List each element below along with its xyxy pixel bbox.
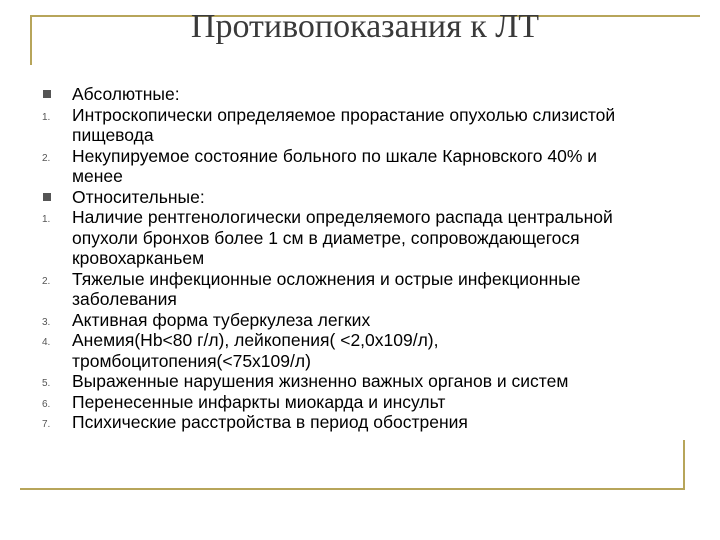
square-bullet-icon xyxy=(40,187,60,207)
list-item-number: 1. xyxy=(42,111,51,123)
list-item-number: 5. xyxy=(42,378,51,389)
list-item xyxy=(40,371,640,392)
list-item-text: Некупируемое состояние больного по шкале Карновского 40% и менее xyxy=(72,145,598,186)
list-item-number: 1. xyxy=(42,214,51,225)
bottom-rule xyxy=(20,488,685,490)
list-item-text: Активная форма туберкулеза легких xyxy=(72,309,371,330)
list-item xyxy=(40,84,640,105)
list-item-number: 4. xyxy=(42,337,51,348)
contraindications-list xyxy=(40,84,640,433)
list-item xyxy=(40,310,640,331)
list-item-text: Анемия(Hb<80 г/л), лейкопения( <2,0х109/л), тромбоцитопения(<75х109/л) xyxy=(72,330,439,371)
list-item xyxy=(40,330,640,371)
list-item xyxy=(40,412,640,433)
list-item-text: Психические расстройства в период обострения xyxy=(72,412,468,432)
list-item-number: 6. xyxy=(42,398,51,410)
list-item xyxy=(40,269,640,310)
list-item xyxy=(40,187,640,208)
list-item-text: Абсолютные: xyxy=(72,84,180,104)
list-item xyxy=(40,207,640,269)
list-item-text: Относительные: xyxy=(72,186,205,207)
list-item-number: 3. xyxy=(42,316,51,328)
list-item-number: 2. xyxy=(42,275,51,287)
slide-title: Противопоказания к ЛТ xyxy=(190,8,540,45)
right-rule xyxy=(683,440,685,490)
list-item-text: Перенесенные инфаркты миокарда и инсульт xyxy=(72,391,446,412)
square-bullet-icon xyxy=(40,84,60,104)
list-item-text: Наличие рентгенологически определяемого распада центральной опухоли бронхов более 1 см в диаметре, сопровождающегося кровохарканьем xyxy=(72,207,613,268)
list-item xyxy=(40,105,640,146)
list-item-number: 2. xyxy=(42,152,51,164)
list-item xyxy=(40,392,640,413)
list-item xyxy=(40,146,640,187)
list-item-text: Интроскопически определяемое прорастание опухолью слизистой пищевода xyxy=(72,104,616,145)
list-item-text: Тяжелые инфекционные осложнения и острые инфекционные заболевания xyxy=(72,268,581,309)
list-item-text: Выраженные нарушения жизненно важных органов и систем xyxy=(72,371,569,391)
list-item-number: 7. xyxy=(42,419,51,430)
